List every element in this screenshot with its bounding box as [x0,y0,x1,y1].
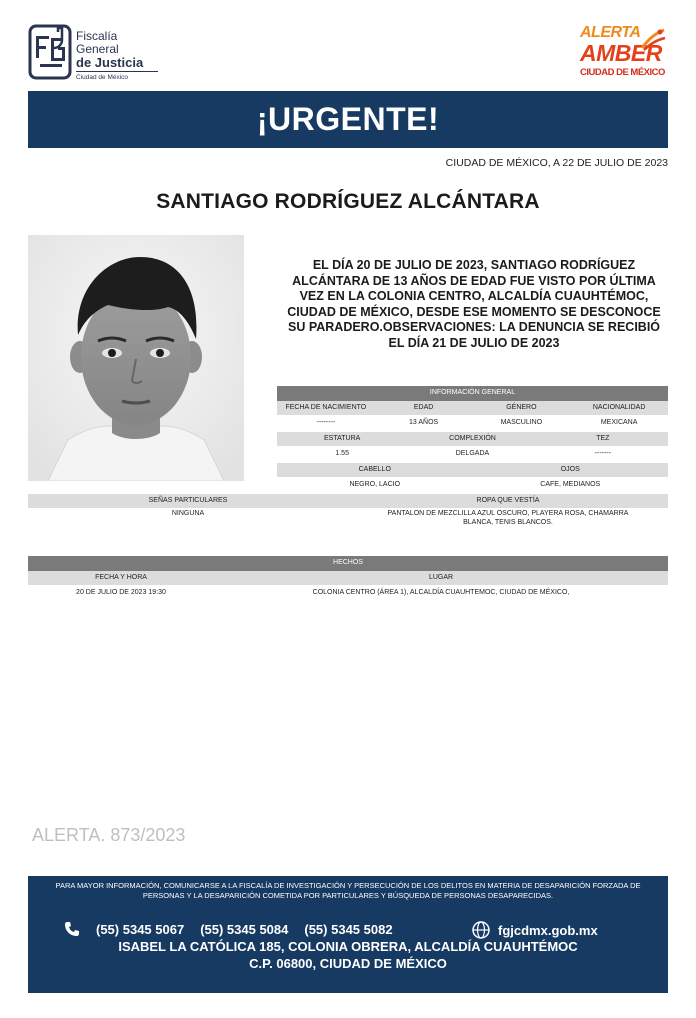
value-height: 1.55 [335,450,349,457]
value-clothing: PANTALON DE MEZCLILLA AZUL OSCURO, PLAYERA ROSA, CHAMARRA BLANCA, TENIS BLANCOS. [387,510,629,526]
value-nationality: MEXICANA [600,419,638,426]
address-line2: C.P. 06800, CIUDAD DE MÉXICO [249,956,447,971]
info-values-row2 [277,447,668,461]
document-date: CIUDAD DE MÉXICO, A 22 DE JULIO DE 2023 [445,157,668,169]
phone-number-3[interactable]: (55) 5345 5082 [304,921,393,937]
website [472,921,598,939]
value-birthdate: -------- [316,419,336,426]
fgj-line3: de Justicia [76,55,144,70]
value-distinguishing-marks: NINGUNA [171,510,205,517]
portrait-image [28,235,244,481]
info-labels-row3 [277,463,668,477]
fgj-emblem-icon [28,24,72,82]
label-eyes: OJOS [560,466,580,473]
amber-swirl-icon [638,26,666,52]
facts-header [28,556,668,571]
fgj-line1: Fiscalía [76,29,118,43]
alerta-amber-logo [576,22,668,84]
urgent-banner: ¡URGENTE! [28,91,668,148]
value-gender: MASCULINO [500,419,543,426]
facts-values-row [28,586,668,600]
label-clothing: ROPA QUE VESTÍA [476,497,540,504]
label-height: ESTATURA [324,435,361,442]
phone-icon [64,921,80,937]
missing-person-photo [28,235,244,481]
website-link[interactable]: fgjcdmx.gob.mx [498,922,598,938]
label-build: COMPLEXIÓN [449,435,496,442]
label-hair: CABELLO [358,466,391,473]
facts-title: HECHOS [333,559,363,566]
phone-number-1[interactable]: (55) 5345 5067 [96,921,185,937]
address-line1: ISABEL LA CATÓLICA 185, COLONIA OBRERA, ALCALDÍA CUAUHTÉMOC [118,939,578,954]
label-distinguishing-marks: SEÑAS PARTICULARES [148,497,228,504]
phone-number-2[interactable]: (55) 5345 5084 [200,921,289,937]
alert-number: ALERTA. 873/2023 [32,825,186,845]
phone-list [64,921,393,937]
label-complexion: TEZ [596,435,610,442]
info-title: INFORMACIÓN GENERAL [429,389,516,396]
fgj-line2: General [76,42,119,56]
label-place: LUGAR [428,574,454,581]
fgj-line4: Ciudad de México [76,74,129,81]
incident-description: EL DÍA 20 DE JULIO DE 2023, SANTIAGO RODRÍGUEZ ALCÁNTARA DE 13 AÑOS DE EDAD FUE VISTO POR ÚLTIMA VEZ EN LA COLONIA CENTRO, ALCALDÍA CUAUHTÉMOC, CIUDAD DE MÉXICO, DESDE ESE MOMENTO SE DESCONOCE SU PARADERO.OBSERVACIONES: LA DENUNCIA SE RECIBIÓ EL DÍA 21 DE JULIO DE 2023 [287,258,661,350]
info-labels-row1 [277,401,668,415]
features-values-row [28,509,668,531]
info-values-row3 [277,478,668,492]
value-place: COLONIA CENTRO (ÁREA 1), ALCALDÍA CUAUHTEMOC, CIUDAD DE MÉXICO, [312,589,570,596]
label-age: EDAD [413,404,434,411]
value-build: DELGADA [455,450,490,457]
value-complexion: ------- [594,450,611,457]
globe-icon [472,921,490,939]
label-gender: GÉNERO [506,404,537,411]
missing-person-name: SANTIAGO RODRÍGUEZ ALCÁNTARA [156,190,540,213]
label-birthdate: FECHA DE NACIMIENTO [285,404,367,411]
amber-line2: AMBER [580,40,662,66]
amber-line3: CIUDAD DE MÉXICO [580,67,665,78]
info-labels-row2 [277,432,668,446]
footer-info-text: PARA MAYOR INFORMACIÓN, COMUNICARSE A LA FISCALÍA DE INVESTIGACIÓN Y PERSECUCIÓN DE LOS DELITOS EN MATERIA DE DESAPARICIÓN FORZADA DE PERSONAS Y LA DESAPARICIÓN COMETIDA POR PARTICULARES Y BÚSQUEDA DE PERSONAS DESAPARECIDAS. [55,881,641,900]
label-date-time: FECHA Y HORA [95,574,147,581]
value-hair: NEGRO, LACIO [349,481,401,488]
info-values-row1 [277,416,668,430]
fgj-logo [28,24,178,86]
fgj-divider [76,71,158,72]
value-eyes: CAFE, MEDIANOS [540,481,601,488]
amber-line1: ALERTA [580,24,641,41]
value-date-time: 20 DE JULIO DE 2023 19:30 [76,589,166,596]
features-labels-row [28,494,668,508]
info-header [277,386,668,401]
footer-contact [28,876,668,993]
label-nationality: NACIONALIDAD [592,404,646,411]
value-age: 13 AÑOS [409,419,439,426]
facts-labels-row [28,571,668,585]
